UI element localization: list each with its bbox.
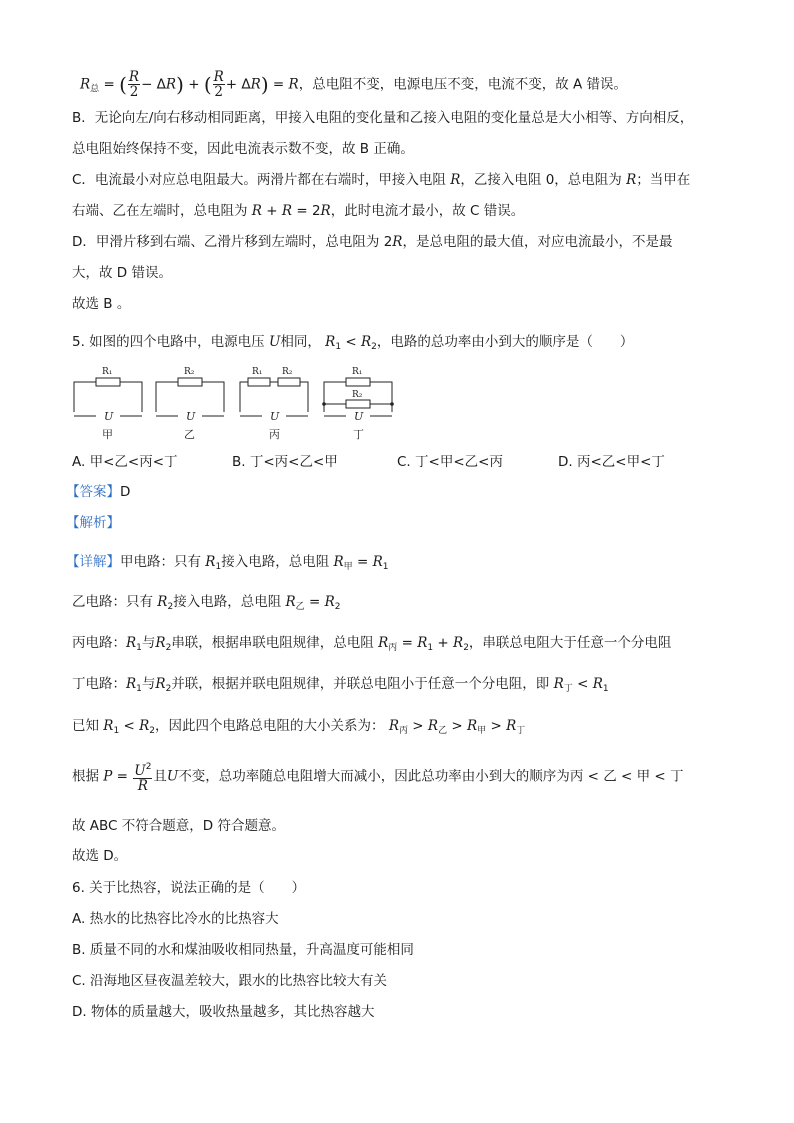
circuit-jia-r1-label: R₁ <box>102 367 113 377</box>
question-6-stem: 6. 关于比热容，说法正确的是（ ） <box>72 880 306 896</box>
c-text-a: C．电流最小对应总电阻最大。两滑片都在右端时，甲接入电阻 <box>72 172 446 188</box>
bing-text-a: 与 <box>141 635 156 651</box>
q5-option-d: D. 丙<乙<甲<丁 <box>558 454 665 470</box>
formula-line-total-resistance: $R_总$ = ( $\frac{R}{2}$ − ΔR) + ( $\frac{R}{2}$ + ΔR) = R，总电阻不变，电源电压不变，电流不变，故 A 错误。 <box>80 69 628 100</box>
c-text-e: ，此时电流才最小，故 C 错误。 <box>330 203 525 219</box>
circuit-bing-caption: 丙 <box>269 428 280 441</box>
analysis-tag: 【解析】 <box>66 515 120 531</box>
formula-tail: ，总电阻不变，电源电压不变，电流不变，故 A 错误。 <box>298 76 628 93</box>
q5-stem-a: 5. 如图的四个电路中，电源电压 <box>72 334 265 350</box>
detail-tag: 【详解】 <box>66 554 120 570</box>
circuit-bing-r1-label: R₁ <box>252 367 263 377</box>
answer-choose-b: 故选 B 。 <box>72 296 131 312</box>
option-c-explanation-line1: C．电流最小对应总电阻最大。两滑片都在右端时，甲接入电阻 R，乙接入电阻 0，总电阻为 R；当甲在 <box>72 172 691 188</box>
q5-answer <box>66 482 130 502</box>
q5-stem-c: ，电路的总功率由小到大的顺序是（ ） <box>376 334 634 350</box>
q5-detail-yi: 乙电路：只有 $R_2$接入电路，总电阻 $R_乙 = R_2$ <box>72 594 341 612</box>
q6-option-c: C. 沿海地区昼夜温差较大，跟水的比热容比较大有关 <box>72 973 388 989</box>
bing-text-b: 串联，根据串联电阻规律，总电阻 <box>171 635 374 651</box>
c-text-c: ；当甲在 <box>636 172 691 188</box>
q6-option-a: A. 热水的比热容比冷水的比热容大 <box>72 911 279 927</box>
q5-power-formula: 根据 P = $\frac{U^2}{R}$ 且U不变，总功率随总电阻增大而减小，因此总功率由小到大的顺序为丙 < 乙 < 甲 < 丁 <box>72 762 684 794</box>
option-c-explanation-line2: 右端、乙在左端时，总电阻为 R + R = 2R，此时电流才最小，故 C 错误。 <box>72 203 525 219</box>
option-d-explanation-line1: D．甲滑片移到右端、乙滑片移到左端时，总电阻为 2R，是总电阻的最大值，对应电流最小，不是最 <box>72 234 673 250</box>
option-b-explanation-line1: B．无论向左/向右移动相同距离，甲接入电阻的变化量和乙接入电阻的变化量总是大小相等、方向相反， <box>72 110 694 126</box>
ding-text-b: 并联，根据并联电阻规律，并联总电阻小于任意一个分电阻，即 <box>171 676 550 692</box>
question-5-stem: 5. 如图的四个电路中，电源电压 U相同， $R_1 < R_2$，电路的总功率由小到大的顺序是（ ） <box>72 334 634 352</box>
bing-label: 丙电路： <box>72 635 126 651</box>
ding-text-a: 与 <box>141 676 156 692</box>
p-text-a: 根据 <box>72 768 99 785</box>
jia-text-a: 甲电路：只有 <box>120 554 201 570</box>
jia-text-b: 接入电路，总电阻 <box>221 554 330 570</box>
option-b-explanation-line2: 总电阻始终保持不变，因此电流表示数不变，故 B 正确。 <box>72 141 414 157</box>
circuit-diagrams <box>66 362 406 442</box>
q6-option-d: D. 物体的质量越大，吸收热量越多，其比热容越大 <box>72 1004 375 1020</box>
circuit-ding-u-label: U <box>354 410 364 423</box>
q6-option-b: B. 质量不同的水和煤油吸收相同热量，升高温度可能相同 <box>72 942 414 958</box>
circuit-bing-u-label: U <box>270 410 280 423</box>
circuit-ding-caption: 丁 <box>353 428 364 441</box>
p-order: 丙 < 乙 < 甲 < 丁 <box>569 768 684 785</box>
p-text-b: 且 <box>153 768 167 785</box>
c-text-d: 右端、乙在左端时，总电阻为 <box>72 203 248 219</box>
circuit-yi-caption: 乙 <box>184 428 195 441</box>
yi-text-b: 接入电路，总电阻 <box>173 594 282 610</box>
q5-detail-jia: 【详解】甲电路：只有 $R_1$接入电路，总电阻 $R_甲 = R_1$ <box>66 554 389 572</box>
q5-detail-ding: 丁电路：$R_1$与$R_2$并联，根据并联电阻规律，并联总电阻小于任意一个分电阻，即 $R_丁 < R_1$ <box>72 676 609 694</box>
circuit-ding-r1-label: R₁ <box>352 367 363 377</box>
q5-option-c: C. 丁<甲<乙<丙 <box>397 454 503 470</box>
circuit-bing-r2-label: R₂ <box>282 367 293 377</box>
ding-label: 丁电路： <box>72 676 126 692</box>
q5-choose: 故选 D。 <box>72 848 128 864</box>
option-d-explanation-line2: 大，故 D 错误。 <box>72 265 172 281</box>
circuit-ding-r2-label: R₂ <box>352 390 363 400</box>
circuit-jia-caption: 甲 <box>102 428 113 441</box>
circuit-yi-u-label: U <box>186 410 196 423</box>
yi-text-a: 乙电路：只有 <box>72 594 153 610</box>
q5-known-relation: 已知 $R_1 < R_2$，因此四个电路总电阻的大小关系为： $R_丙 > R_乙 > R_甲 > R_丁$ <box>72 718 526 736</box>
q5-detail-bing: 丙电路：$R_1$与$R_2$串联，根据串联电阻规律，总电阻 $R_丙 = R_1 + R_2$，串联总电阻大于任意一个分电阻 <box>72 635 672 653</box>
q5-option-a: A. 甲<乙<丙<丁 <box>72 454 178 470</box>
c-text-b: ，乙接入电阻 0，总电阻为 <box>460 172 622 188</box>
known-text-a: 已知 <box>72 718 99 734</box>
p-text-c: 不变，总功率随总电阻增大而减小，因此总功率由小到大的顺序为 <box>178 768 570 785</box>
circuit-jia-u-label: U <box>104 410 114 423</box>
circuit-yi-r-label: R₂ <box>184 367 195 377</box>
d-text-a: D．甲滑片移到右端、乙滑片移到左端时，总电阻为 <box>72 234 380 250</box>
q5-analysis-tag <box>66 513 120 533</box>
q5-option-b: B. 丁<丙<乙<甲 <box>232 454 338 470</box>
known-text-b: ，因此四个电路总电阻的大小关系为： <box>155 718 385 734</box>
answer-value: D <box>120 484 131 500</box>
bing-text-c: ，串联总电阻大于任意一个分电阻 <box>468 635 672 651</box>
answer-tag: 【答案】 <box>66 484 120 500</box>
q5-conclusion: 故 ABC 不符合题意，D 符合题意。 <box>72 818 285 834</box>
q5-stem-b: 相同， <box>280 334 321 350</box>
d-text-b: ，是总电阻的最大值，对应电流最小，不是最 <box>402 234 673 250</box>
